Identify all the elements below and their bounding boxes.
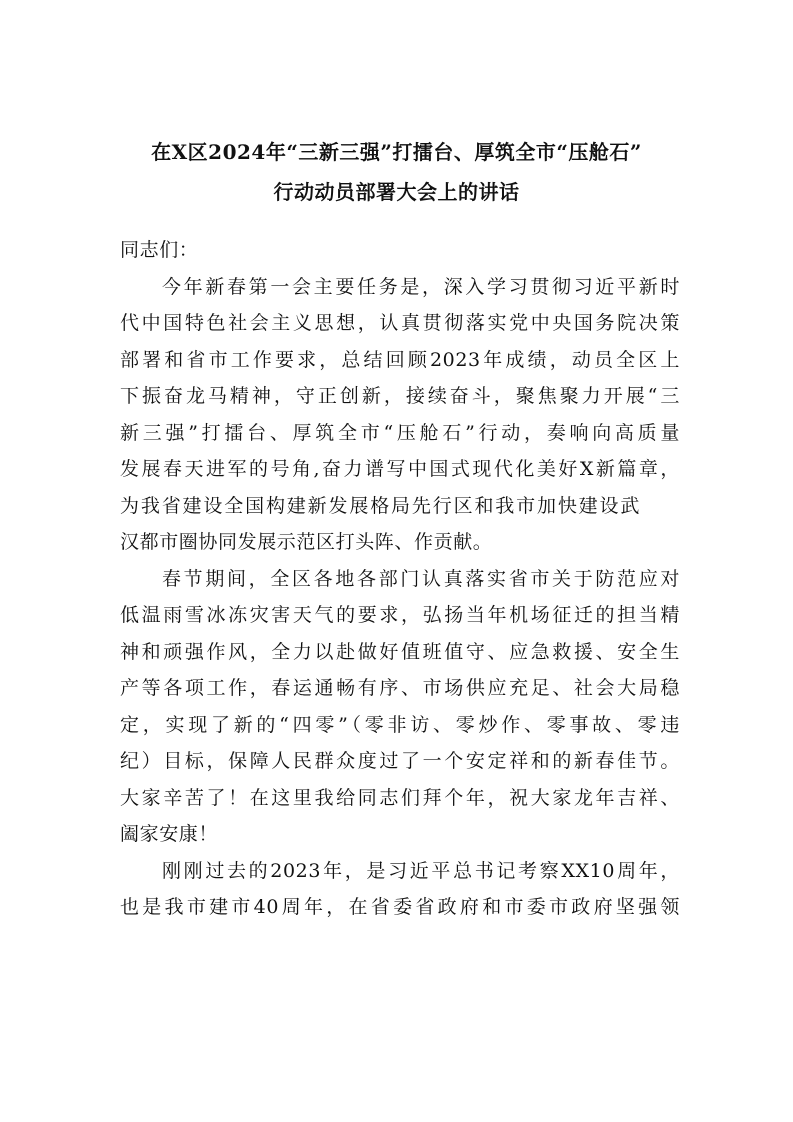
paragraph-2-line-1: 春节期间，全区各地各部门认真落实省市关于防范应对 xyxy=(162,567,680,590)
paragraph-1-line-3: 部署和省市工作要求，总结回顾2023年成绩，动员全区上 xyxy=(120,348,680,371)
paragraph-2-line-6: 纪）目标，保障人民群众度过了一个安定祥和的新春佳节。 xyxy=(120,750,680,772)
paragraph-1-line-5: 新三强”打擂台、厚筑全市“压舱石”行动，奏响向高质量 xyxy=(120,421,680,444)
document-body xyxy=(120,232,680,926)
paragraph-2-line-2: 低温雨雪冰冻灾害天气的要求，弘扬当年机场征迁的担当精 xyxy=(120,604,680,626)
paragraph-1-line-7: 为我省建设全国构建新发展格局先行区和我市加快建设武 xyxy=(120,494,640,517)
paragraph-2-line-7: 大家辛苦了！在这里我给同志们拜个年，祝大家龙年吉祥、 xyxy=(120,786,680,809)
paragraph-3-line-2: 也是我市建市40周年，在省委省政府和市委市政府坚强领 xyxy=(120,896,680,918)
paragraph-3-line-1: 刚刚过去的2023年，是习近平总书记考察XX10周年， xyxy=(162,859,680,882)
document-title-line-2: 行动动员部署大会上的讲话 xyxy=(273,180,520,204)
paragraph-1-line-1: 今年新春第一会主要任务是，深入学习贯彻习近平新时 xyxy=(162,275,680,298)
salutation: 同志们： xyxy=(120,239,199,261)
paragraph-2-line-5: 定，实现了新的“四零”（零非访、零炒作、零事故、零违 xyxy=(120,713,680,736)
paragraph-2-line-8: 阖家安康！ xyxy=(120,823,219,845)
paragraph-1-line-4: 下振奋龙马精神，守正创新，接续奋斗，聚焦聚力开展“三 xyxy=(120,385,680,407)
document-title-line-1: 在X区2024年“三新三强”打擂台、厚筑全市“压舱石” xyxy=(151,140,642,164)
paragraph-1-line-8: 汉都市圈协同发展示范区打头阵、作贡献。 xyxy=(120,531,493,553)
paragraph-1-line-6: 发展春天进军的号角,奋力谱写中国式现代化美好X新篇章， xyxy=(120,458,680,480)
paragraph-2-line-4: 产等各项工作，春运通畅有序、市场供应充足、社会大局稳 xyxy=(120,677,680,699)
paragraph-1-line-2: 代中国特色社会主义思想，认真贯彻落实党中央国务院决策 xyxy=(120,312,680,334)
paragraph-2-line-3: 神和顽强作风，全力以赴做好值班值守、应急救援、安全生 xyxy=(120,640,680,663)
